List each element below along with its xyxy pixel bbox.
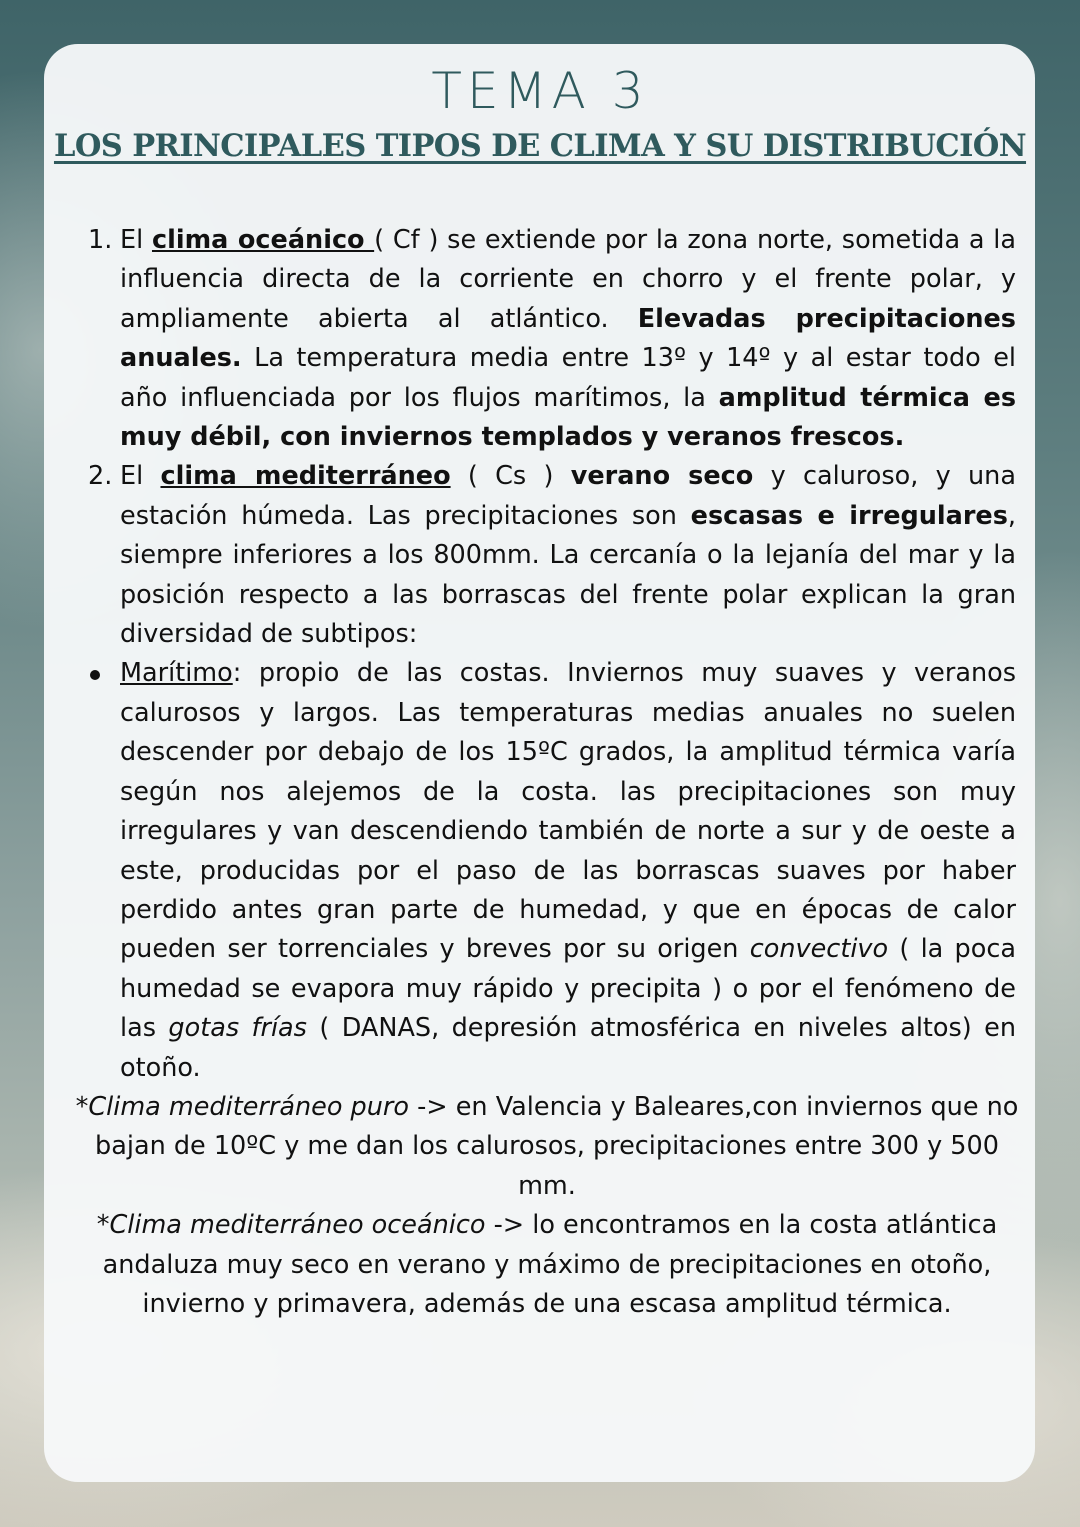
emphasis: verano seco [570,461,754,492]
text: y caluroso, y una estación húmeda. Las precipitaciones son [120,461,1016,531]
text: ( Cs ) [450,461,571,492]
text: : propio de las costas. Inviernos muy suaves y veranos calurosos y largos. Las temperaturas medias anuales no suelen descender por debajo de los 15ºC grados, la amplitud térmica varía según nos alejemos de la costa. las precipitaciones son muy irregulares y van descendiendo también de norte a sur y de oeste a este, producidas por el paso de las borrascas suaves por haber perdido antes gran parte de humedad, y que en épocas de calor pueden ser torrenciales y breves por su origen [120,658,1016,965]
emphasis: escasas e irregulares [690,500,1008,531]
list-number: 2. [88,461,113,492]
page-subtitle: LOS PRINCIPALES TIPOS DE CLIMA Y SU DISTRIBUCIÓN [53,128,1027,164]
term-gotas-frias: gotas frías [168,1013,307,1044]
term-convectivo: convectivo [749,934,889,965]
term-clima-mediterraneo: clima mediterráneo [160,461,451,492]
text: El [120,461,161,492]
text: , siempre inferiores a los 800mm. La cercanía o la lejanía del mar y la posición respecto a las borrascas del frente polar explican la gran diversidad de subtipos: [120,500,1016,650]
note-label: *Clima mediterráneo oceánico [96,1210,486,1241]
term-clima-oceanico: clima oceánico [151,225,375,255]
note-text: -> en Valencia y Baleares,con inviernos que no bajan de 10ºC y me dan los calurosos, precipitaciones entre 300 y 500 mm. [95,1091,1019,1201]
page-title: TEMA 3 [431,62,649,120]
note-mediterraneo-oceanico [70,1206,1024,1324]
term-maritimo: Marítimo [120,658,233,689]
note-mediterraneo-puro [70,1088,1024,1206]
list-item-oceanic [78,221,1016,457]
document-body [75,221,1019,1324]
note-text: -> lo encontramos en la costa atlántica andaluza muy seco en verano y máximo de precipitaciones en otoño, invierno y primavera, además de una escasa amplitud térmica. [102,1210,998,1319]
list-item-maritimo [78,654,1016,1087]
emphasis: Elevadas precipitaciones anuales. [120,303,1016,374]
list-item-mediterranean [78,457,1016,654]
text: El [120,225,152,255]
bullet-icon [90,670,100,680]
note-label: *Clima mediterráneo puro [75,1091,409,1122]
emphasis: amplitud térmica es muy débil, con inviernos templados y veranos frescos. [120,382,1016,453]
text: ( la poca humedad se evapora muy rápido y precipita ) o por el fenómeno de las [120,934,1016,1044]
text: ( Cf ) se extiende por la zona norte, sometida a la influencia directa de la corriente en chorro y el frente polar, y ampliamente abierta al atlántico. [120,225,1016,334]
list-number: 1. [88,225,113,255]
text: ( DANAS, depresión atmosférica en niveles altos) en otoño. [120,1013,1017,1083]
text: La temperatura media entre 13º y 14º y al estar todo el año influenciada por los flujos marítimos, la [120,343,1016,413]
